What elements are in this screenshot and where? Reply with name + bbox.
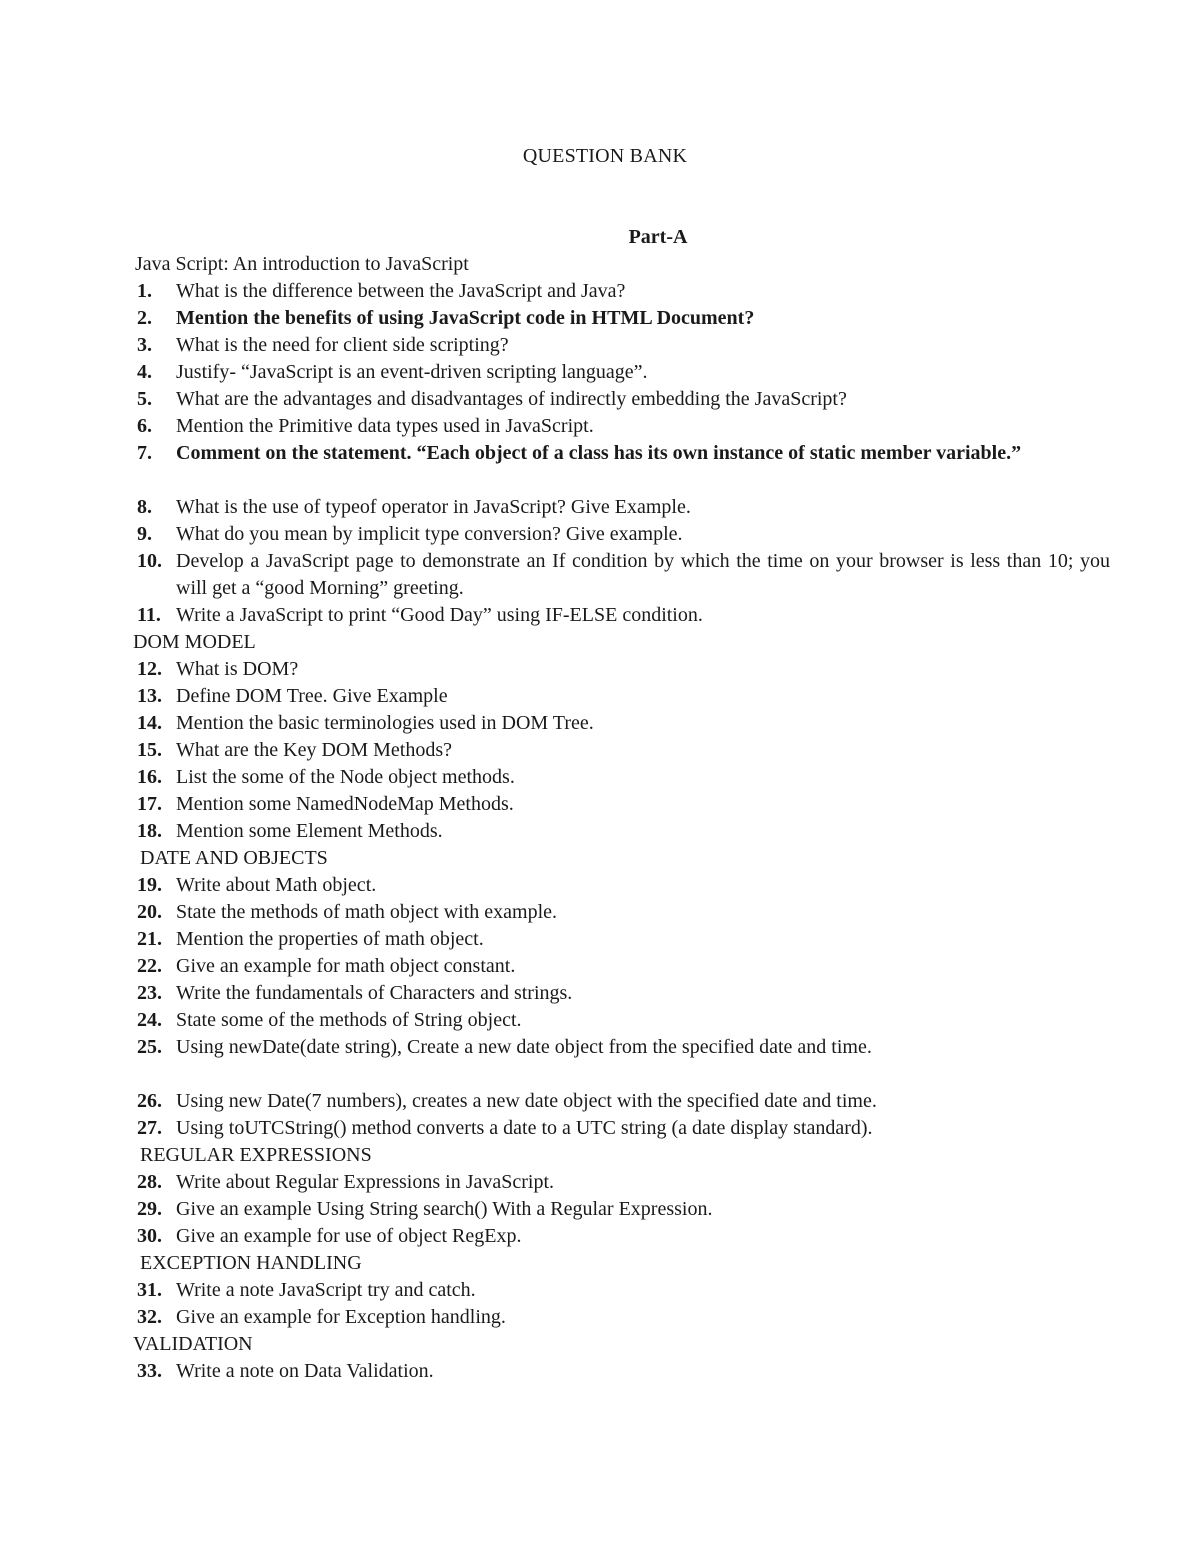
question-item [0, 872, 1200, 899]
question-number: 33. [137, 1360, 162, 1382]
question-number: 6. [137, 415, 152, 437]
question-number: 28. [137, 1171, 162, 1193]
question-text: Write a JavaScript to print “Good Day” using IF-ELSE condition. [176, 604, 703, 626]
section-label: DOM MODEL [133, 631, 256, 653]
blank-line [0, 1061, 1200, 1088]
question-item [0, 278, 1200, 305]
section-heading [0, 629, 1200, 656]
section-heading [0, 845, 1200, 872]
question-item [0, 602, 1200, 629]
question-text: Using toUTCString() method converts a date to a UTC string (a date display standard). [176, 1117, 873, 1139]
question-text: Mention the basic terminologies used in DOM Tree. [176, 712, 594, 734]
question-item [0, 1223, 1200, 1250]
question-item [0, 440, 1200, 494]
section-label: Java Script: An introduction to JavaScript [135, 253, 469, 275]
question-number: 13. [137, 685, 162, 707]
question-text: Give an example for Exception handling. [176, 1306, 506, 1328]
question-text: Give an example Using String search() With a Regular Expression. [176, 1198, 713, 1220]
question-number: 4. [137, 361, 152, 383]
question-number: 18. [137, 820, 162, 842]
question-list [0, 251, 1200, 1385]
question-text: Mention the benefits of using JavaScript code in HTML Document? [176, 307, 755, 329]
question-text: Using new Date(7 numbers), creates a new date object with the specified date and time. [176, 1090, 877, 1112]
question-item [0, 1088, 1200, 1115]
question-item [0, 1007, 1200, 1034]
question-text: What are the Key DOM Methods? [176, 739, 453, 761]
question-number: 16. [137, 766, 162, 788]
question-item [0, 926, 1200, 953]
question-text: What do you mean by implicit type conversion? Give example. [176, 523, 683, 545]
question-text: Give an example for use of object RegExp. [176, 1225, 522, 1247]
question-number: 17. [137, 793, 162, 815]
question-item [0, 1034, 1200, 1061]
section-label: REGULAR EXPRESSIONS [140, 1144, 372, 1166]
question-text: Define DOM Tree. Give Example [176, 685, 448, 707]
question-number: 12. [137, 658, 162, 680]
question-number: 29. [137, 1198, 162, 1220]
question-text: State some of the methods of String object. [176, 1009, 522, 1031]
section-heading [0, 1250, 1200, 1277]
question-item [0, 656, 1200, 683]
question-item [0, 1304, 1200, 1331]
question-item [0, 413, 1200, 440]
question-text: What is the difference between the JavaScript and Java? [176, 280, 626, 302]
section-label: DATE AND OBJECTS [140, 847, 328, 869]
question-item [0, 494, 1200, 521]
question-item [0, 1358, 1200, 1385]
question-item [0, 359, 1200, 386]
question-text: What is DOM? [176, 658, 299, 680]
question-text: List the some of the Node object methods. [176, 766, 515, 788]
question-text: Write about Regular Expressions in JavaScript. [176, 1171, 554, 1193]
section-heading [0, 251, 1200, 278]
question-text: Comment on the statement. “Each object of a class has its own instance of static member variable.” [176, 442, 1022, 464]
question-text: Write a note on Data Validation. [176, 1360, 434, 1382]
question-number: 10. [137, 550, 162, 572]
question-item [0, 764, 1200, 791]
question-item [0, 1196, 1200, 1223]
question-text: What is the need for client side scripting? [176, 334, 509, 356]
question-number: 32. [137, 1306, 162, 1328]
question-number: 2. [137, 307, 152, 329]
question-text: What are the advantages and disadvantages of indirectly embedding the JavaScript? [176, 388, 847, 410]
question-item [0, 1277, 1200, 1304]
question-item [0, 899, 1200, 926]
question-number: 22. [137, 955, 162, 977]
question-item [0, 386, 1200, 413]
section-heading [0, 1331, 1200, 1358]
question-number: 30. [137, 1225, 162, 1247]
question-text: Mention the properties of math object. [176, 928, 484, 950]
question-number: 20. [137, 901, 162, 923]
question-number: 7. [137, 442, 152, 464]
question-item [0, 548, 1200, 602]
question-number: 3. [137, 334, 152, 356]
question-number: 5. [137, 388, 152, 410]
question-text: Justify- “JavaScript is an event-driven scripting language”. [176, 361, 648, 383]
question-text: Using newDate(date string), Create a new date object from the specified date and time. [176, 1036, 872, 1058]
question-item [0, 818, 1200, 845]
question-text: What is the use of typeof operator in JavaScript? Give Example. [176, 496, 691, 518]
question-number: 1. [137, 280, 152, 302]
question-number: 9. [137, 523, 152, 545]
question-number: 14. [137, 712, 162, 734]
question-item [0, 953, 1200, 980]
question-number: 25. [137, 1036, 162, 1058]
question-number: 26. [137, 1090, 162, 1112]
section-heading [0, 1142, 1200, 1169]
question-number: 21. [137, 928, 162, 950]
question-text: Write a note JavaScript try and catch. [176, 1279, 476, 1301]
question-number: 24. [137, 1009, 162, 1031]
section-label: VALIDATION [133, 1333, 253, 1355]
question-text: Develop a JavaScript page to demonstrate an If condition by which the time on your browser is less than 10; you will get a “good Morning” greeting. [176, 550, 1110, 599]
question-text: Give an example for math object constant. [176, 955, 516, 977]
section-label: EXCEPTION HANDLING [140, 1252, 362, 1274]
question-number: 27. [137, 1117, 162, 1139]
question-number: 15. [137, 739, 162, 761]
question-text: Write about Math object. [176, 874, 377, 896]
question-number: 8. [137, 496, 152, 518]
question-number: 19. [137, 874, 162, 896]
question-number: 23. [137, 982, 162, 1004]
question-item [0, 521, 1200, 548]
question-item [0, 332, 1200, 359]
question-item [0, 1169, 1200, 1196]
question-item [0, 737, 1200, 764]
question-item [0, 980, 1200, 1007]
question-item [0, 710, 1200, 737]
part-heading: Part-A [628, 226, 688, 248]
question-text: Write the fundamentals of Characters and strings. [176, 982, 573, 1004]
question-item [0, 305, 1200, 332]
question-number: 11. [137, 604, 161, 626]
question-number: 31. [137, 1279, 162, 1301]
page-title: QUESTION BANK [522, 145, 688, 167]
question-text: State the methods of math object with example. [176, 901, 558, 923]
question-item [0, 1115, 1200, 1142]
question-text: Mention the Primitive data types used in JavaScript. [176, 415, 594, 437]
question-item [0, 683, 1200, 710]
question-item [0, 791, 1200, 818]
question-text: Mention some Element Methods. [176, 820, 443, 842]
question-text: Mention some NamedNodeMap Methods. [176, 793, 514, 815]
